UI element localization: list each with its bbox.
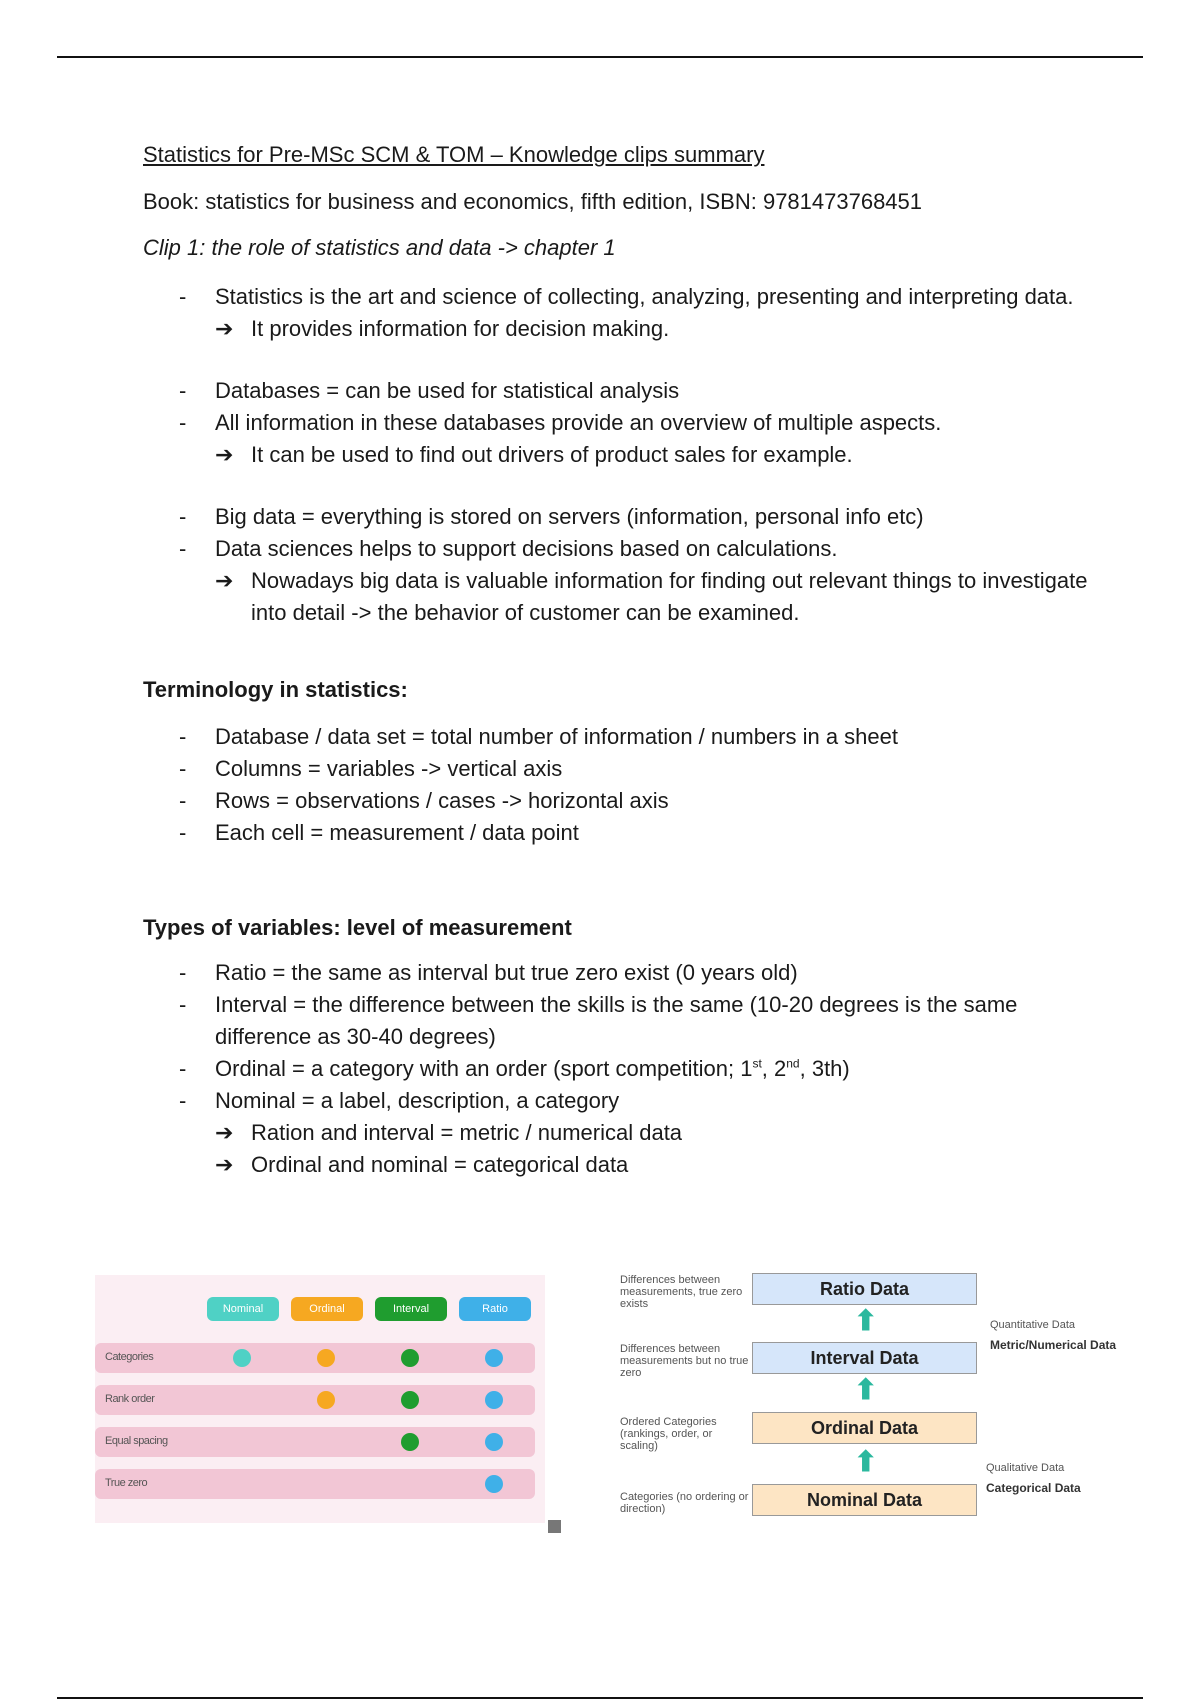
matrix-row: [95, 1343, 535, 1373]
matrix-row: [95, 1427, 535, 1457]
arrow-point: [143, 439, 1093, 471]
top-rule: [57, 56, 1143, 58]
bullet-list: [143, 501, 1093, 565]
arrow-point: [143, 1117, 1093, 1149]
list-item: - Nominal = a label, description, a category: [215, 1085, 1093, 1117]
categorical-label: Categorical Data: [986, 1481, 1081, 1495]
arrow-up-icon: ⬆: [854, 1305, 878, 1336]
row-label: Categories: [105, 1351, 154, 1363]
list-item: - Data sciences helps to support decisions based on calculations.: [215, 533, 1093, 565]
description: Differences between measurements, true zero exists: [620, 1274, 743, 1310]
arrow-text: It can be used to find out drivers of product sales for example.: [251, 442, 853, 467]
document-body: [143, 140, 1093, 1181]
row-label: Rank order: [105, 1393, 155, 1405]
metric-label: Metric/Numerical Data: [990, 1338, 1117, 1352]
bullet-list: [143, 281, 1093, 313]
ratio-data-box: Ratio Data: [752, 1273, 977, 1305]
interval-data-box: Interval Data: [752, 1342, 977, 1374]
list-item: - Database / data set = total number of information / numbers in a sheet: [215, 721, 1093, 753]
description: Differences between measurements but no true zero: [620, 1343, 749, 1379]
header-ratio: Ratio: [459, 1297, 531, 1321]
measurement-matrix-figure: [95, 1275, 545, 1523]
quantitative-label: Quantitative Data: [990, 1319, 1075, 1331]
qualitative-label: Qualitative Data: [986, 1462, 1065, 1474]
row-label: True zero: [105, 1477, 148, 1489]
list-item: - Ratio = the same as interval but true zero exist (0 years old): [215, 957, 1093, 989]
arrow-text: Nowadays big data is valuable information for finding out relevant things to investigate into detail -> the behavior of customer can be examined.: [251, 568, 1088, 625]
matrix-row: [95, 1385, 535, 1415]
interval-dot: [401, 1349, 419, 1367]
terminology-heading: Terminology in statistics:: [143, 677, 408, 702]
list-item: - Each cell = measurement / data point: [215, 817, 1093, 849]
matrix-row: [95, 1469, 535, 1499]
ordinal-dot: [317, 1349, 335, 1367]
header-interval: Interval: [375, 1297, 447, 1321]
data-hierarchy-figure: [610, 1262, 1170, 1532]
header-nominal: Nominal: [207, 1297, 279, 1321]
ratio-dot: [485, 1391, 503, 1409]
list-item: - Big data = everything is stored on servers (information, personal info etc): [215, 501, 1093, 533]
arrow-icon: ➔: [215, 568, 234, 593]
clip-heading: Clip 1: the role of statistics and data -> chapter 1: [143, 235, 616, 260]
arrow-icon: ➔: [215, 1120, 234, 1145]
ordinal-dot: [317, 1391, 335, 1409]
arrow-point: [143, 565, 1093, 629]
ratio-dot: [485, 1475, 503, 1493]
arrow-text: Ration and interval = metric / numerical data: [251, 1120, 683, 1145]
arrow-text: Ordinal and nominal = categorical data: [251, 1152, 629, 1177]
terminology-list: [143, 721, 1093, 849]
description: Ordered Categories (rankings, order, or scaling): [620, 1416, 717, 1452]
interval-dot: [401, 1433, 419, 1451]
ordinal-data-box: Ordinal Data: [752, 1412, 977, 1444]
types-list: [143, 957, 1093, 1117]
bullet-list: [143, 375, 1093, 439]
bottom-rule: [57, 1697, 1143, 1699]
ratio-dot: [485, 1433, 503, 1451]
list-item: - Databases = can be used for statistical analysis: [215, 375, 1093, 407]
interval-dot: [401, 1391, 419, 1409]
arrow-icon: ➔: [215, 316, 234, 341]
list-item: - Interval = the difference between the skills is the same (10-20 degrees is the same difference as 30-40 degrees): [215, 989, 1093, 1053]
ratio-dot: [485, 1349, 503, 1367]
arrow-icon: ➔: [215, 1152, 234, 1177]
arrow-point: [143, 1149, 1093, 1181]
book-reference: Book: statistics for business and economics, fifth edition, ISBN: 9781473768451: [143, 189, 923, 214]
nominal-data-box: Nominal Data: [752, 1484, 977, 1516]
list-item: - All information in these databases provide an overview of multiple aspects.: [215, 407, 1093, 439]
types-heading: Types of variables: level of measurement: [143, 915, 572, 940]
arrow-text: It provides information for decision making.: [251, 316, 670, 341]
list-item: - Columns = variables -> vertical axis: [215, 753, 1093, 785]
list-item: - Rows = observations / cases -> horizontal axis: [215, 785, 1093, 817]
row-label: Equal spacing: [105, 1435, 168, 1447]
arrow-up-icon: ⬆: [854, 1446, 878, 1477]
list-item: - Statistics is the art and science of collecting, analyzing, presenting and interpreting data.: [215, 281, 1093, 313]
list-item: - Ordinal = a category with an order (sport competition; 1st, 2nd, 3th): [215, 1053, 1093, 1085]
document-title: Statistics for Pre-MSc SCM & TOM – Knowledge clips summary: [143, 142, 765, 167]
description: Categories (no ordering or direction): [620, 1491, 749, 1515]
header-ordinal: Ordinal: [291, 1297, 363, 1321]
image-handle-icon: [548, 1520, 561, 1533]
arrow-icon: ➔: [215, 442, 234, 467]
nominal-dot: [233, 1349, 251, 1367]
arrow-point: [143, 313, 1093, 345]
arrow-up-icon: ⬆: [854, 1374, 878, 1405]
